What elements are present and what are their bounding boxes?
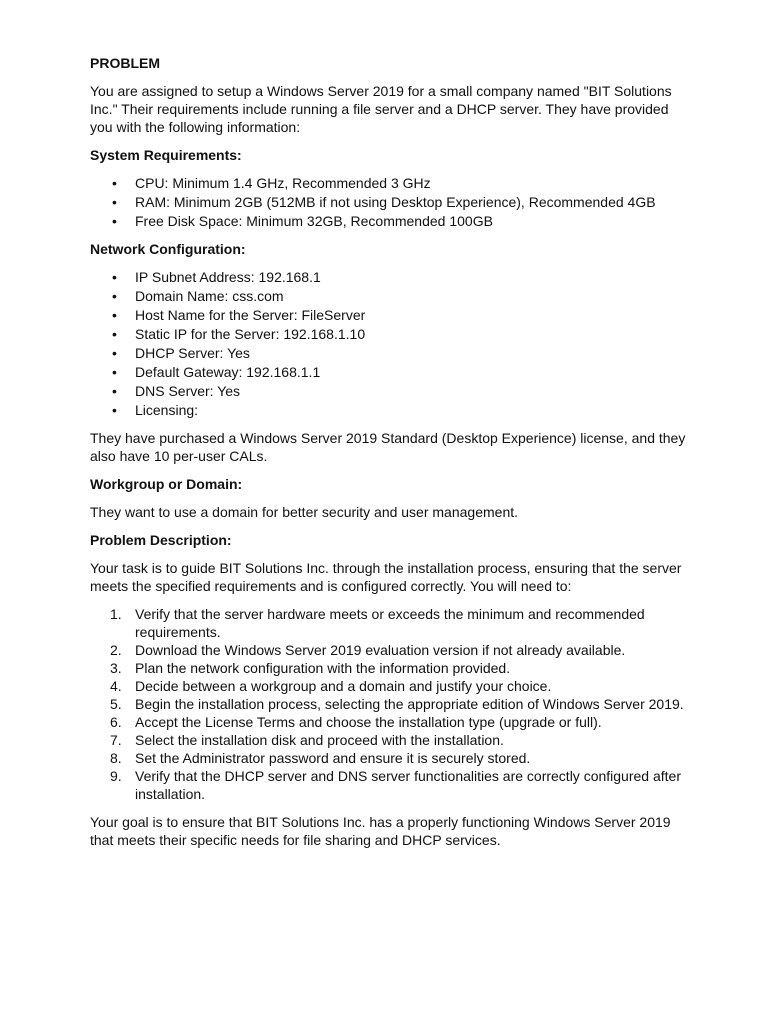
network-configuration-heading: Network Configuration: [90, 241, 246, 257]
steps-list [90, 605, 690, 803]
bullet-icon: • [112, 345, 117, 361]
list-item [90, 268, 690, 286]
list-item [90, 306, 690, 324]
workgroup-heading: Workgroup or Domain: [90, 476, 243, 492]
list-item [90, 641, 690, 659]
step-text: Verify that the DHCP server and DNS server functionalities are correctly configured after installation. [135, 768, 681, 802]
list-item [90, 363, 690, 381]
list-item [90, 713, 690, 731]
intro-paragraph: You are assigned to setup a Windows Server 2019 for a small company named "BIT Solutions Inc." Their requirements include running a file server and a DHCP server. They have provided you with the following information: [90, 83, 672, 135]
list-item [90, 695, 690, 713]
problem-description-paragraph: Your task is to guide BIT Solutions Inc. through the installation process, ensuring that the server meets the specified requirements and is configured correctly. You will need to: [90, 560, 682, 594]
bullet-icon: • [112, 383, 117, 399]
list-item [90, 731, 690, 749]
list-item [90, 401, 690, 419]
bullet-icon: • [112, 307, 117, 323]
document-page [90, 54, 690, 859]
step-text: Set the Administrator password and ensure it is securely stored. [135, 750, 531, 766]
list-item [90, 382, 690, 400]
bullet-icon: • [112, 194, 117, 210]
list-item-text: IP Subnet Address: 192.168.1 [135, 269, 321, 285]
problem-description-heading: Problem Description: [90, 532, 232, 548]
list-item [90, 605, 690, 641]
step-text: Select the installation disk and proceed with the installation. [135, 732, 504, 748]
list-item-text: Default Gateway: 192.168.1.1 [135, 364, 321, 380]
list-item-text: Host Name for the Server: FileServer [135, 307, 366, 323]
step-text: Accept the License Terms and choose the installation type (upgrade or full). [135, 714, 602, 730]
list-item [90, 174, 690, 192]
bullet-icon: • [112, 326, 117, 342]
step-number: 8. [110, 750, 122, 766]
list-item-text: Licensing: [135, 402, 199, 418]
network-configuration-list [90, 268, 690, 419]
list-item-text: Free Disk Space: Minimum 32GB, Recommended 100GB [135, 213, 493, 229]
list-item-text: Static IP for the Server: 192.168.1.10 [135, 326, 366, 342]
list-item-text: RAM: Minimum 2GB (512MB if not using Desktop Experience), Recommended 4GB [135, 194, 656, 210]
bullet-icon: • [112, 402, 117, 418]
step-number: 2. [110, 642, 122, 658]
list-item [90, 193, 690, 211]
problem-heading: PROBLEM [90, 55, 160, 71]
list-item [90, 659, 690, 677]
list-item-text: Domain Name: css.com [135, 288, 284, 304]
workgroup-paragraph: They want to use a domain for better security and user management. [90, 504, 519, 520]
bullet-icon: • [112, 364, 117, 380]
step-number: 6. [110, 714, 122, 730]
step-number: 7. [110, 732, 122, 748]
list-item [90, 212, 690, 230]
step-text: Plan the network configuration with the information provided. [135, 660, 511, 676]
step-number: 9. [110, 768, 122, 784]
bullet-icon: • [112, 175, 117, 191]
list-item-text: DNS Server: Yes [135, 383, 241, 399]
licensing-paragraph: They have purchased a Windows Server 2019 Standard (Desktop Experience) license, and they also have 10 per-user CALs. [90, 430, 686, 464]
step-number: 4. [110, 678, 122, 694]
step-number: 3. [110, 660, 122, 676]
list-item [90, 767, 690, 803]
bullet-icon: • [112, 269, 117, 285]
step-number: 5. [110, 696, 122, 712]
step-text: Begin the installation process, selecting the appropriate edition of Windows Server 2019. [135, 696, 684, 712]
bullet-icon: • [112, 288, 117, 304]
list-item [90, 325, 690, 343]
list-item [90, 677, 690, 695]
list-item [90, 287, 690, 305]
step-text: Verify that the server hardware meets or exceeds the minimum and recommended requirements. [135, 606, 645, 640]
list-item [90, 749, 690, 767]
system-requirements-list [90, 174, 690, 230]
step-text: Download the Windows Server 2019 evaluation version if not already available. [135, 642, 626, 658]
bullet-icon: • [112, 213, 117, 229]
step-text: Decide between a workgroup and a domain and justify your choice. [135, 678, 552, 694]
goal-paragraph: Your goal is to ensure that BIT Solutions Inc. has a properly functioning Windows Server 2019 that meets their specific needs for file sharing and DHCP services. [90, 814, 671, 848]
step-number: 1. [110, 606, 122, 622]
list-item [90, 344, 690, 362]
list-item-text: CPU: Minimum 1.4 GHz, Recommended 3 GHz [135, 175, 431, 191]
system-requirements-heading: System Requirements: [90, 147, 242, 163]
list-item-text: DHCP Server: Yes [135, 345, 250, 361]
